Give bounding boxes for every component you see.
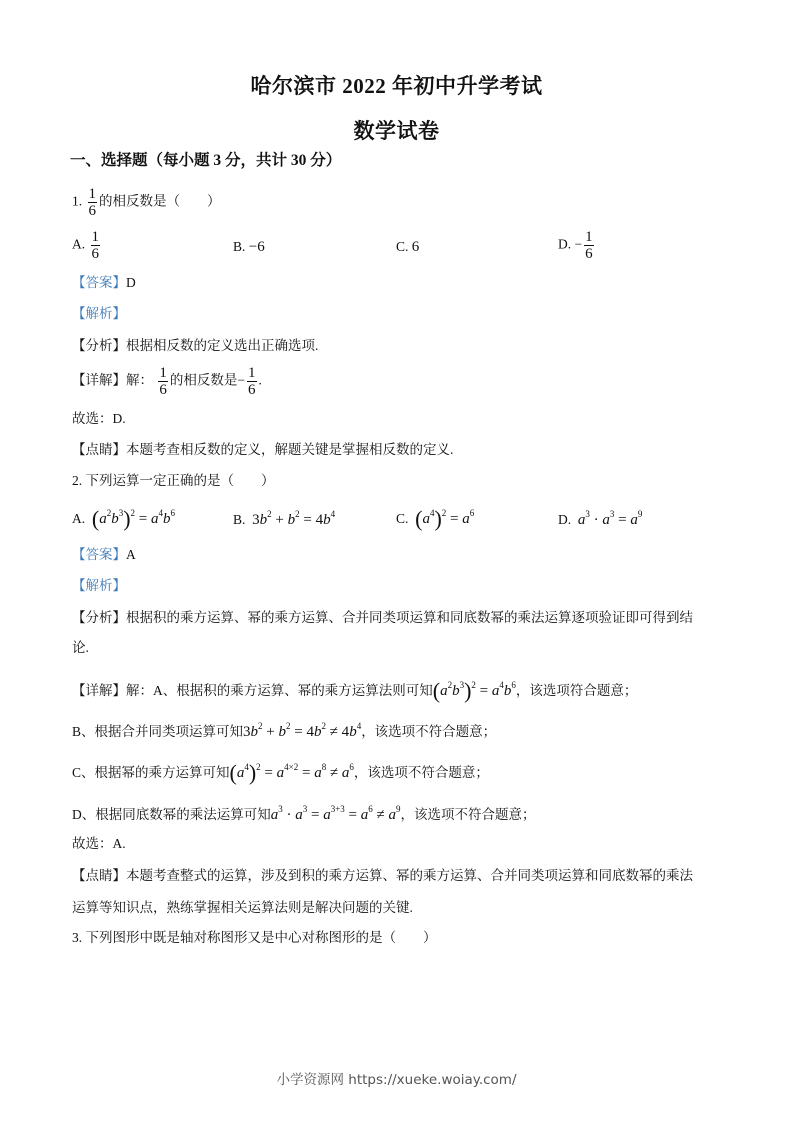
- option-d: D. − $\frac{1}{6}$: [558, 229, 593, 262]
- fraction: $\frac{1}{6}$: [585, 229, 593, 262]
- section-heading: 一、选择题（每小题 3 分，共计 30 分）: [70, 152, 342, 169]
- xiangjie-line-1: 【详解】解： $\frac{1}{6}$ 的相反数是− $\frac{1}{6}$ .: [72, 365, 262, 398]
- question-2-stem: 2. 下列运算一定正确的是（ ）: [72, 473, 275, 488]
- question-1-stem: 1. $\frac{1}{6}$ 的相反数是（ ）: [72, 186, 221, 219]
- detail-b: B、根据合并同类项运算可知$3b^2 + b^2 = 4b^2 \ne 4b^4$，该选项不符合题意；: [72, 721, 497, 740]
- detail-d: D、根据同底数幂的乘法运算可知$a^3 \cdot a^3 = a^{3+3} = a^6 \ne a^9$，该选项不符合题意；: [72, 804, 536, 823]
- dianjing-line-2: 【点睛】本题考查整式的运算，涉及到积的乘方运算、幂的乘方运算、合并同类项运算和同底数幂的乘法: [72, 868, 693, 883]
- answer-line-1: 【答案】D: [72, 275, 136, 290]
- option-b: B. $3b^2 + b^2 = 4b^4$: [233, 509, 336, 528]
- option-d: D. $a^3 \cdot a^3 = a^9$: [558, 509, 643, 528]
- answer-line-2: 【答案】A: [72, 547, 136, 562]
- answer-label: 【答案】: [72, 275, 126, 290]
- fraction: $\frac{1}{6}$: [91, 229, 99, 262]
- analysis-label-2: 【解析】: [72, 578, 126, 593]
- conclusion-2: 故选：A.: [72, 836, 126, 851]
- exam-title: 哈尔滨市 2022 年初中升学考试: [250, 74, 543, 98]
- option-c: C. $(a^4)^2 = a^6$: [396, 506, 475, 531]
- option-c: C. 6: [396, 239, 420, 255]
- detail-c: C、根据幂的乘方运算可知$(a^4)^2 = a^{4\times 2} = a^8 \ne a^6$，该选项不符合题意；: [72, 760, 489, 785]
- fenxi-line-2b: 论.: [72, 640, 89, 655]
- fenxi-line-1: 【分析】根据相反数的定义选出正确选项.: [72, 338, 319, 353]
- question-3-stem: 3. 下列图形中既是轴对称图形又是中心对称图形的是（ ）: [72, 930, 437, 945]
- fenxi-line-2: 【分析】根据积的乘方运算、幂的乘方运算、合并同类项运算和同底数幂的乘法运算逐项验证即可得到结: [72, 610, 693, 625]
- analysis-label-1: 【解析】: [72, 306, 126, 321]
- detail-a: 【详解】解：A、根据积的乘方运算、幂的乘方运算法则可知$(a^2b^3)^2 = a^4b^6$，该选项符合题意；: [72, 678, 638, 703]
- option-a: A. $\frac{1}{6}$: [72, 229, 99, 262]
- option-a: A. $(a^2b^3)^2 = a^4b^6$: [72, 506, 175, 531]
- dianjing-line-2b: 运算等知识点，熟练掌握相关运算法则是解决问题的关键.: [72, 900, 413, 915]
- fraction: $\frac{1}{6}$: [88, 186, 96, 219]
- dianjing-line-1: 【点睛】本题考查相反数的定义，解题关键是掌握相反数的定义.: [72, 442, 454, 457]
- answer-label: 【答案】: [72, 547, 126, 562]
- question-number: 1.: [72, 193, 83, 209]
- conclusion-1: 故选：D.: [72, 411, 126, 426]
- option-b: B. −6: [233, 239, 265, 255]
- exam-subtitle: 数学试卷: [353, 119, 440, 143]
- footer-watermark: 小学资源网 https://xueke.woiay.com/: [276, 1072, 517, 1088]
